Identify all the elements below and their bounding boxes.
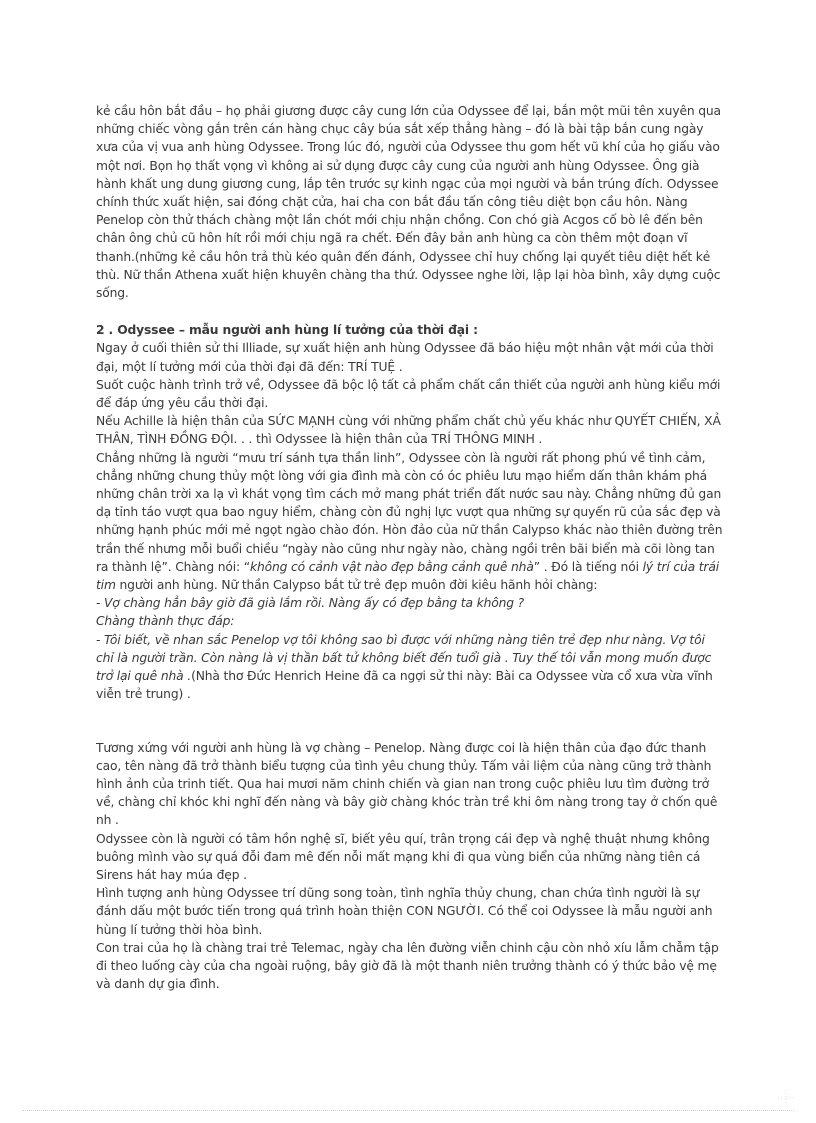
calypso-question: - Vợ chàng hẳn bây giờ đã già lắm rồi. Nàng ấy có đẹp bằng ta không ? <box>96 596 525 611</box>
paragraph-penelop: Tương xứng với người anh hùng là vợ chàng – Penelop. Nàng được coi là hiện thân của đạo đức thanh cao, tên nàng đã trở thành biểu tượng của tình yêu chung thủy. Tấm vải liệm của nàng cũng trở thành hình ảnh của trinh tiết. Qua hai mươi năm chinh chiến và gian nan trong cuộc phiêu lưu tìm đường trở về, chàng chỉ khóc khi nghĩ đến nàng và bây giờ chàng khóc tràn trề khi ôm nàng trong tay ở chốn quê nh . <box>96 740 718 828</box>
paragraph-ideal-hero: Hình tượng anh hùng Odyssee trí dũng song toàn, tình nghĩa thủy chung, chan chứa tình người là sự đánh dấu một bước tiến trong quá trình hoàn thiện CON NGƯỜI. Có thể coi Odyssee là mẫu người anh hùng lí tưởng thời hòa bình. <box>96 886 713 937</box>
document-body <box>96 102 724 993</box>
emphasis-reason: lý trí của trái tim <box>96 559 719 593</box>
odyssee-reply: - Tôi biết, về nhan sắc Penelop vợ tôi không sao bì được với những nàng tiên trẻ đẹp như nàng. Vợ tôi chỉ là người trần. Còn nàng là vị thần bất tử không biết đến tuổi già . Tuy thế tôi vẫn mong muốn được trở lại quê nhà .(Nhà thơ Đức Henrich Heine đã ca ngợi sử thi này: Bài ca Odyssee vừa cổ xưa vừa vĩnh viễn trẻ trung) . <box>96 632 713 702</box>
reply-intro: Chàng thành thực đáp: <box>96 614 235 629</box>
paragraph-artist: Odyssee còn là người có tâm hồn nghệ sĩ, biết yêu quí, trân trọng cái đẹp và nghệ thuật nhưng không buông mình vào sự quá đỗi đam mê đến nỗi mất mạng khi đi qua vùng biển của những nàng tiên cá Sirens hát hay múa đẹp . <box>96 831 710 882</box>
page-bottom-divider <box>22 1110 794 1111</box>
paragraph-story: kẻ cầu hôn bắt đầu – họ phải giương được cây cung lớn của Odyssee để lại, bắn một mũi tên xuyên qua những chiếc vòng gắn trên cán hàng chục cây búa sắt xếp thẳng hàng – đó là bài tập bắn cung ngày xưa của vị vua anh hùng Odyssee. Trong lúc đó, người của Odyssee thu gom hết vũ khí của họ giấu vào một nơi. Bọn họ thất vọng vì không ai sử dụng được cây cung của người anh hùng Odyssee. Ông già hành khất ung dung giương cung, lắp tên trước sự kinh ngạc của mọi người và bắn trúng đích. Odyssee chính thức xuất hiện, sai đóng chặt cửa, hai cha con bắt đầu tấn công tiêu diệt bọn cầu hôn. Nàng Penelop còn thử thách chàng một lần chót mới chịu nhận chồng. Con chó già Acgos cố bò lê đến bên chân ông chủ cũ hôn hít rồi mới chịu ngã ra chết. Đến đây bản anh hùng ca còn thêm một đoạn vĩ thanh.(những kẻ cầu hôn trả thù kéo quân đến đánh, Odyssee chỉ huy chống lại quyết tiêu diệt hết kẻ thù. Nữ thần Athena xuất hiện khuyên chàng tha thứ. Odyssee nghe lời, lập lại hòa bình, xây dựng cuộc sống. <box>96 104 721 301</box>
quote-homeland: không có cảnh vật nào đẹp bằng cảnh quê nhà <box>250 559 534 574</box>
page-corner-mark <box>778 1090 794 1106</box>
paragraph-journey: Suốt cuộc hành trình trở về, Odyssee đã bộc lộ tất cả phẩm chất cần thiết của người anh hùng kiểu mới để đáp ứng yêu cầu thời đại. <box>96 377 721 411</box>
section-heading: 2 . Odyssee – mẫu người anh hùng lí tưởng của thời đại : <box>96 323 478 338</box>
paragraph-achille: Nếu Achille là hiện thân của SỨC MẠNH cùng với những phẩm chất chủ yếu khác như QUYẾT CHIẾN, XẢ THÂN, TÌNH ĐỒNG ĐỘI. . . thì Odyssee là hiện thân của TRÍ THÔNG MINH . <box>96 414 721 447</box>
paragraph-wisdom: Ngay ở cuối thiên sử thi Illiade, sự xuất hiện anh hùng Odyssee đã báo hiệu một nhân vật mới của thời đại, một lí tưởng mới của thời đại đã đến: TRÍ TUỆ . <box>96 341 714 374</box>
paragraph-character: Chẳng những là người “mưu trí sánh tựa thần linh”, Odyssee còn là người rất phong phú về tình cảm, chẳng những chung thủy một lòng với gia đình mà còn có óc phiêu lưu mạo hiểm dấn thân khám phá những chân trời xa lạ vì khát vọng tìm cách mở mang phát triển đất nước sau này. Chẳng những đủ gan dạ tỉnh táo vượt qua bao nguy hiểm, chàng còn đủ nghị lực vượt qua những sự quyến rũ của sắc đẹp và những hạnh phúc mới mẻ ngọt ngào chào đón. Hòn đảo của nữ thần Calypso khác nào thiên đường trên trần thế nhưng mỗi buổi chiều “ngày nào cũng như ngày nào, chàng ngồi trên bãi biển mà cõi lòng tan ra thành lệ”. Chàng nói: “không có cảnh vật nào đẹp bằng cảnh quê nhà” . Đó là tiếng nói lý trí của trái tim người anh hùng. Nữ thần Calypso bắt tử trẻ đẹp muôn đời kiêu hãnh hỏi chàng: <box>96 450 723 593</box>
paragraph-telemac: Con trai của họ là chàng trai trẻ Telemac, ngày cha lên đường viễn chinh cậu còn nhỏ xíu lẫm chẫm tập đi theo luống cày của cha ngoài ruộng, bây giờ đã là một thanh niên trưởng thành có ý thức bảo vệ mẹ và danh dự gia đình. <box>96 940 719 992</box>
